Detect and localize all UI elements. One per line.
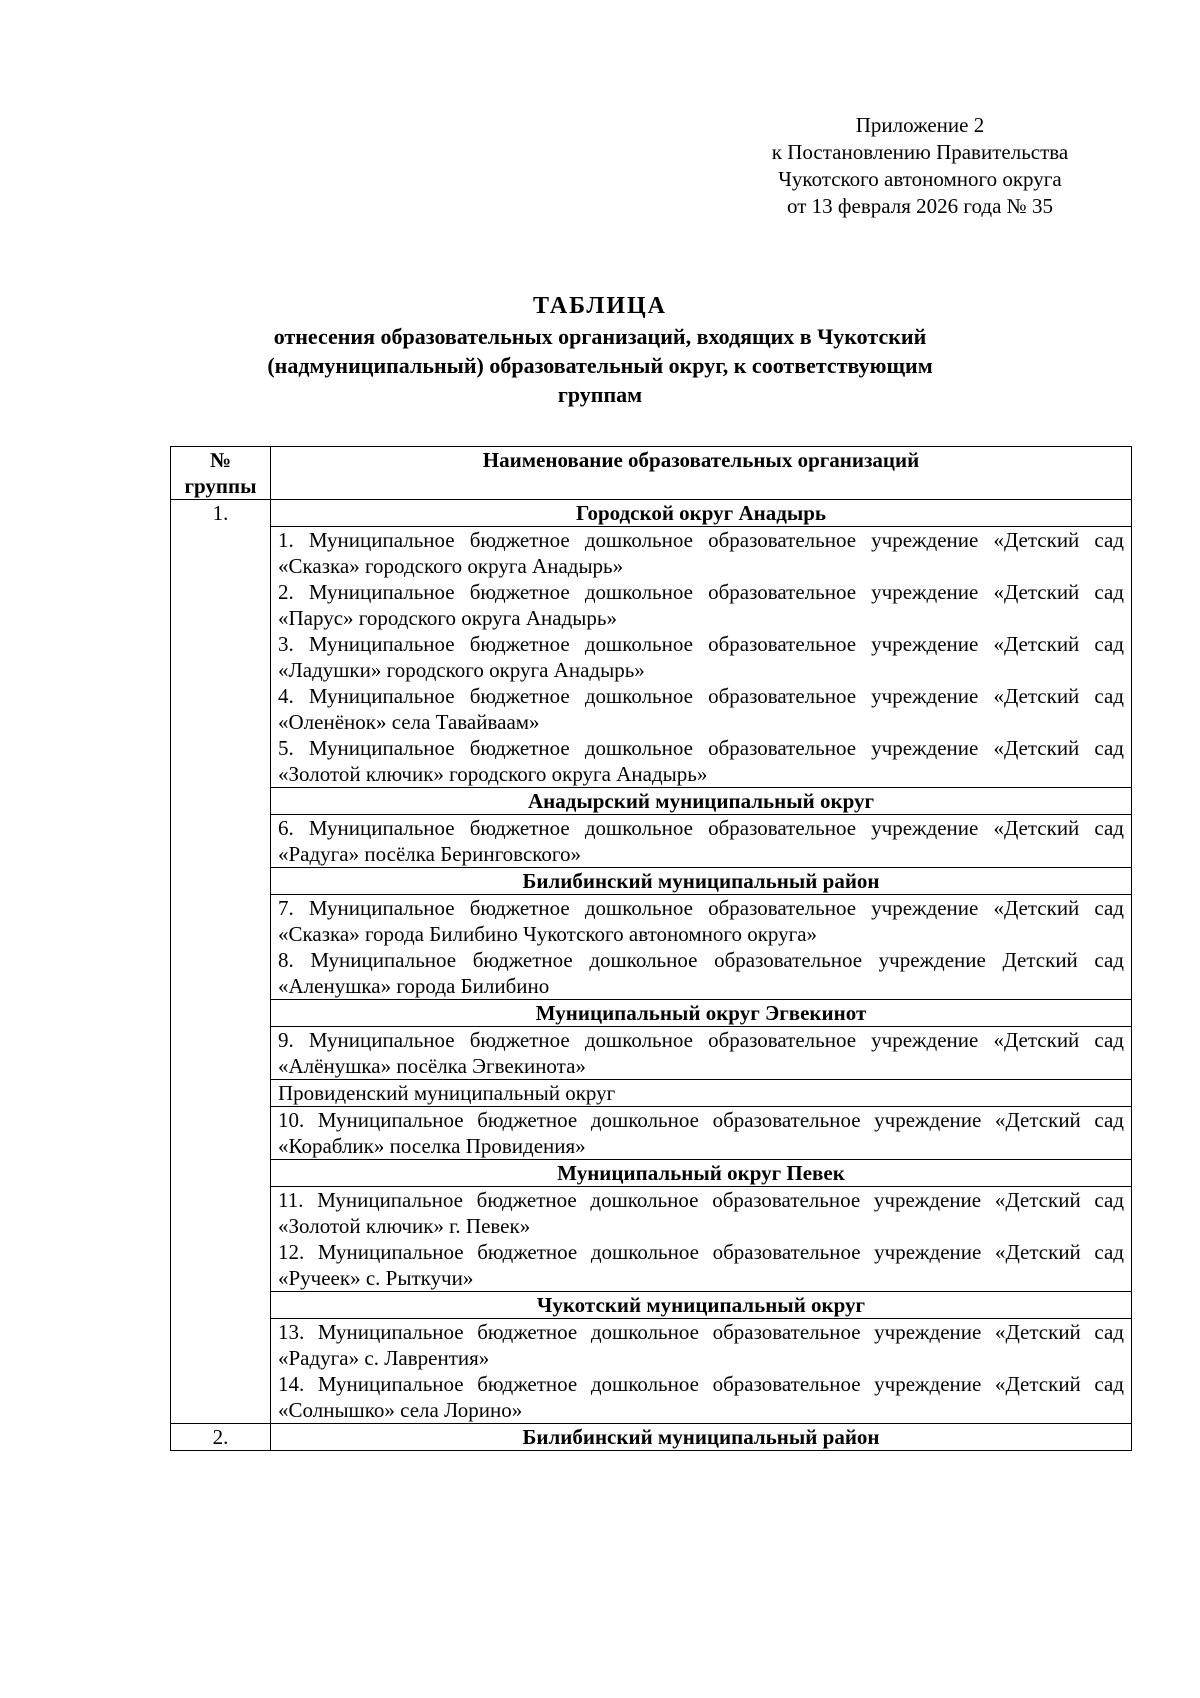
- appendix-line: от 13 февраля 2026 года № 35: [787, 194, 1053, 218]
- district-row: [171, 868, 1132, 895]
- org-item: 3. Муниципальное бюджетное дошкольное образовательное учреждение «Детский сад «Ладушки» городского округа Анадырь»: [278, 632, 1124, 682]
- title-main: ТАБЛИЦА: [533, 293, 667, 319]
- org-item: 13. Муниципальное бюджетное дошкольное образовательное учреждение «Детский сад «Радуга» с. Лаврентия»: [278, 1320, 1124, 1370]
- org-item: 8. Муниципальное бюджетное дошкольное образовательное учреждение Детский сад «Аленушка» города Билибино: [278, 948, 1124, 998]
- org-item: 1. Муниципальное бюджетное дошкольное образовательное учреждение «Детский сад «Сказка» городского округа Анадырь»: [278, 528, 1124, 578]
- title-line: (надмуниципальный) образовательный округ, к соответствующим: [267, 353, 933, 378]
- district-row: [171, 788, 1132, 815]
- district-name: Провиденский муниципальный округ: [271, 1080, 1132, 1107]
- org-list: [271, 1027, 1132, 1080]
- org-list: [271, 895, 1132, 1000]
- appendix-line: Приложение 2: [855, 113, 985, 137]
- district-row: [171, 500, 1132, 527]
- header-group-number: [171, 447, 271, 500]
- header-num-symbol: №: [209, 448, 232, 472]
- table-header-row: [171, 447, 1132, 500]
- header-org-name: Наименование образовательных организаций: [271, 447, 1132, 500]
- appendix-block: [740, 112, 1100, 220]
- org-item: 5. Муниципальное бюджетное дошкольное образовательное учреждение «Детский сад «Золотой ключик» городского округа Анадырь»: [278, 736, 1124, 786]
- district-row: [171, 1292, 1132, 1319]
- appendix-line: к Постановлению Правительства: [771, 140, 1069, 164]
- group-number: 2.: [171, 1424, 271, 1451]
- district-name: Анадырский муниципальный округ: [271, 788, 1132, 815]
- org-item: 4. Муниципальное бюджетное дошкольное образовательное учреждение «Детский сад «Оленёнок» села Тавайваам»: [278, 684, 1124, 734]
- org-item: 6. Муниципальное бюджетное дошкольное образовательное учреждение «Детский сад «Радуга» посёлка Беринговского»: [278, 816, 1124, 866]
- org-item: 11. Муниципальное бюджетное дошкольное образовательное учреждение «Детский сад «Золотой ключик» г. Певек»: [278, 1188, 1124, 1238]
- group-number: 1.: [171, 500, 271, 1424]
- district-name: Муниципальный округ Певек: [271, 1160, 1132, 1187]
- organizations-table: [170, 446, 1132, 1451]
- title-line: группам: [557, 382, 643, 407]
- org-item: 12. Муниципальное бюджетное дошкольное образовательное учреждение «Детский сад «Ручеек» с. Рыткучи»: [278, 1240, 1124, 1290]
- org-list-row: [171, 895, 1132, 1000]
- org-item: 2. Муниципальное бюджетное дошкольное образовательное учреждение «Детский сад «Парус» городского округа Анадырь»: [278, 580, 1124, 630]
- document-title: [150, 292, 1050, 409]
- header-num-label: группы: [184, 474, 257, 498]
- org-item: 14. Муниципальное бюджетное дошкольное образовательное учреждение «Детский сад «Солнышко» села Лорино»: [278, 1372, 1124, 1422]
- table-body: [171, 500, 1132, 1451]
- org-list-row: [171, 1319, 1132, 1424]
- org-list: [271, 815, 1132, 868]
- district-row: [171, 1080, 1132, 1107]
- district-name: Чукотский муниципальный округ: [271, 1292, 1132, 1319]
- org-list: [271, 1187, 1132, 1292]
- appendix-line: Чукотского автономного округа: [778, 167, 1062, 191]
- org-list: [271, 1319, 1132, 1424]
- org-list-row: [171, 1107, 1132, 1160]
- org-list-row: [171, 1027, 1132, 1080]
- org-list-row: [171, 1187, 1132, 1292]
- district-row: [171, 1424, 1132, 1451]
- org-item: 9. Муниципальное бюджетное дошкольное образовательное учреждение «Детский сад «Алёнушка» посёлка Эгвекинота»: [278, 1028, 1124, 1078]
- org-item: 10. Муниципальное бюджетное дошкольное образовательное учреждение «Детский сад «Кораблик» поселка Провидения»: [278, 1108, 1124, 1158]
- district-name: Городской округ Анадырь: [271, 500, 1132, 527]
- district-name: Билибинский муниципальный район: [271, 1424, 1132, 1451]
- org-list: [271, 1107, 1132, 1160]
- district-name: Билибинский муниципальный район: [271, 868, 1132, 895]
- title-line: отнесения образовательных организаций, входящих в Чукотский: [273, 324, 927, 349]
- org-item: 7. Муниципальное бюджетное дошкольное образовательное учреждение «Детский сад «Сказка» города Билибино Чукотского автономного округа»: [278, 896, 1124, 946]
- org-list-row: [171, 527, 1132, 788]
- district-row: [171, 1000, 1132, 1027]
- district-row: [171, 1160, 1132, 1187]
- district-name: Муниципальный округ Эгвекинот: [271, 1000, 1132, 1027]
- org-list-row: [171, 815, 1132, 868]
- org-list: [271, 527, 1132, 788]
